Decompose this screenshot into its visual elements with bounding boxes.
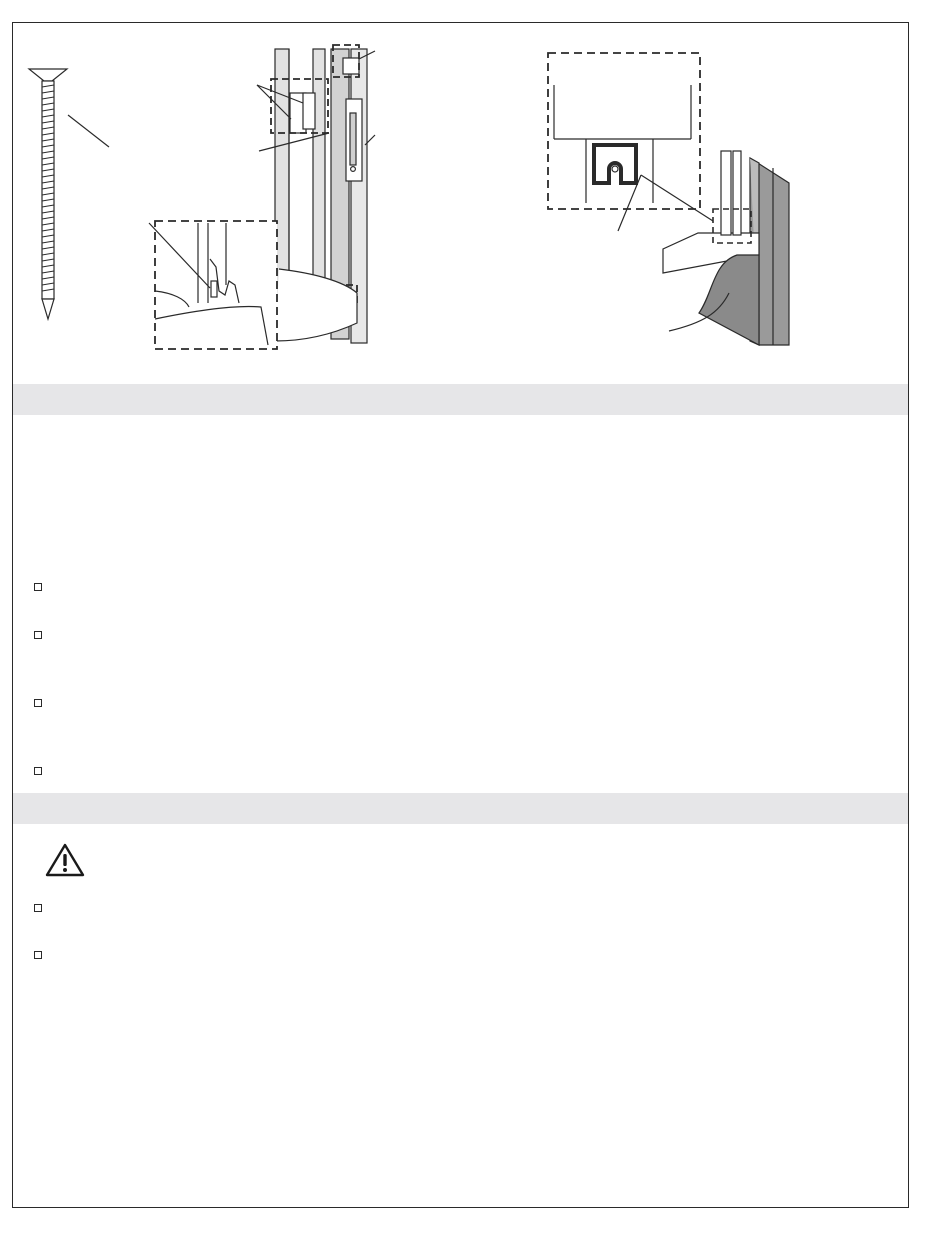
section-1-intro [30,430,890,550]
checkbox-icon [34,699,42,707]
panel-bracket-illustration [548,53,789,345]
checkbox-icon [34,951,42,959]
screw-illustration [29,69,109,319]
section-heading-band-1 [13,384,908,415]
detail-inset-clip [149,221,277,349]
checkbox-icon [34,583,42,591]
checkbox-icon [34,904,42,912]
checkbox-icon [34,767,42,775]
installation-illustrations [13,23,908,383]
section-heading-band-2 [13,793,908,824]
checkbox-icon [34,631,42,639]
warning-triangle-icon [44,842,86,878]
